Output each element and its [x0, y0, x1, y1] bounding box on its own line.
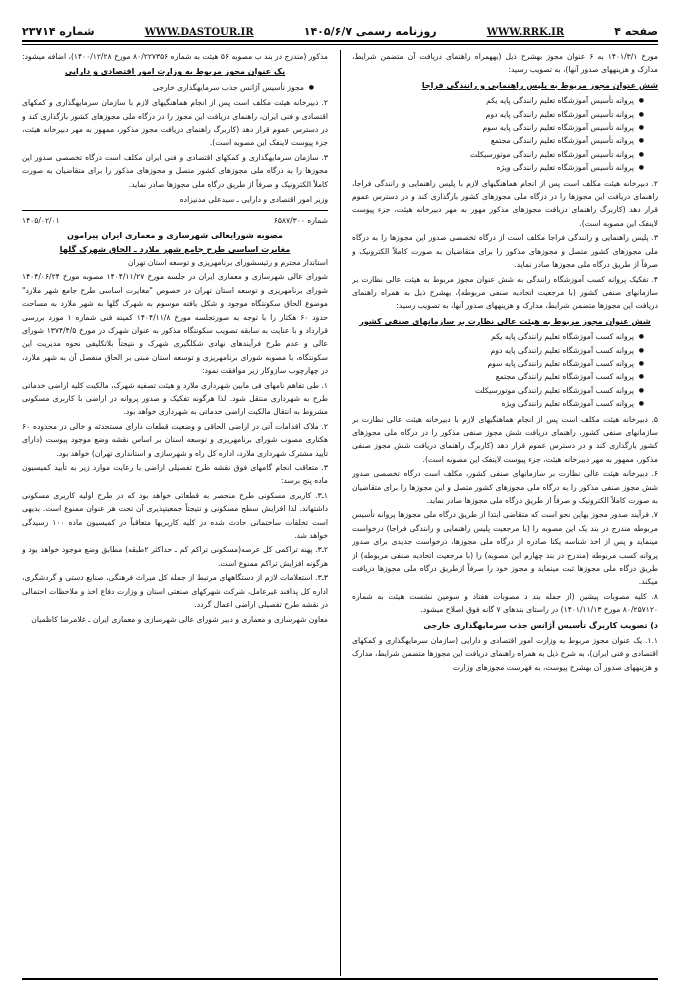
decree-subtitle: مغایرت اساسی طرح جامع شهر ملارد ـ الحاق شهرک گلها: [59, 243, 291, 254]
header-rule: [22, 40, 658, 42]
paragraph: ۱. طی تفاهم نامهای فی مابین شهرداری ملارد و هیئت تصفیه شهرک، مالکیت کلیه اراضی خدماتی طرح به شهرداری منتقل شود. لذا هرگونه تفکیک و صدور پروانه در اراضی با کاربری مسکونی مشروط به انتقال مالکیت اراضی خدماتی به شهرداری خواهد بود.: [22, 380, 328, 417]
column-divider: [340, 50, 341, 976]
paragraph: ۲ـ۳. پهنه تراکمی کل عرصه(مسکونی تراکم کم ـ حداکثر ۲طبقه) مطابق وضع موجود خواهد بود و هرگونه افزایش تراکم ممنوع است.: [22, 545, 328, 568]
signature-minister: وزیر امور اقتصادی و دارایی ـ سیدعلی مدنیزاده: [179, 195, 328, 205]
list-item: ● پروانه تأسیس آموزشگاه تعلیم رانندگی پایه دوم: [352, 108, 644, 121]
paragraph: ۱ـ۳. کاربری مسکونی طرح منحصر به قطعاتی خواهد بود که در طرح اولیه کاربری مسکونی داشتهاند. لذا افزایش سطح مسکونی و نتیجتاً جمعیتپذیری آن تحت هر عنوان ممنوع است. بدیهی است تخلفات ساختمانی حادث شده در کلیه کاربریها متعاقباً در کمیسیون ماده ۱۰۰ رسیدگی خواهد شد.: [22, 490, 328, 540]
economy-license-list: [22, 81, 328, 94]
paragraph: ۲. دبیرخانه هیئت مکلف است پس از انجام هماهنگیهای لازم با پلیس راهنمایی و رانندگی فراجا، راهنمای دریافت این مجوزها را در درگاه ملی مجوزهای کشور بارگذاری کند و در دسترس عموم قرار دهد (کاربرگ راهنمای دریافت مجوزهای مذکور مهور به مهر دبیرخانه هیئت، جزء پیوست لاینفک این مصوبه است).: [352, 178, 658, 228]
paragraph: ۳ـ۳. استعلامات لازم از دستگاههای مرتبط از جمله کل میراث فرهنگی، صنایع دستی و گردشگری، اداره کل پدافند غیرعامل، شرکت شهرکهای صنعتی استان و وزارت دفاع اخذ و ملاحظات احتمالی در نقشه طرح تفصیلی اراضی اعمال گردد.: [22, 573, 328, 610]
footer-rule: [22, 978, 658, 980]
issue-number: شماره ۲۳۷۱۴: [22, 25, 95, 38]
list-item: ● مجوز تأسیس آژانس جذب سرمایهگذاری خارجی: [22, 81, 314, 94]
section-title-investment: د) تصویب کاربرگ تأسیس آژانس جذب سرمایهگذاری خارجی: [423, 620, 658, 630]
list-item: ● پروانه تأسیس آموزشگاه تعلیم رانندگی مجتمع: [352, 134, 644, 147]
police-license-list: [352, 94, 658, 174]
paragraph: ۴. تفکیک پروانه کسب آموزشگاه رانندگی به شش عنوان مجوز مربوط به هیئت عالی نظارت بر سازمانهای صنفی کشور (با مرجعیت اتحادیه صنفی مربوطه)، بهشرح ذیل به همراه راهنمای دریافت این مجوزها متضمن شرایط، مدارک و هزینههای صدور آنها، به تصویب رسید:: [352, 274, 658, 311]
paragraph: ۱.۱. یک عنوان مجوز مربوط به وزارت امور اقتصادی و دارایی (سازمان سرمایهگذاری و کمکهای اقتصادی و فنی ایران)، به شرح ذیل به همراه راهنمای دریافت این مجوزها متضمن شرایط، مدارک و هزینههای صدور آن بهشرح پیوست، به فهرست مجوزهای وزارت: [352, 636, 658, 672]
section-title-economy: یک عنوان مجوز مربوط به وزارت امور اقتصادی و دارایی: [64, 67, 286, 77]
list-item: ● پروانه کسب آموزشگاه تعلیم رانندگی ویژه: [352, 397, 644, 410]
paragraph: مورخ ۱۴۰۱/۳/۱ به ۶ عنوان مجوز بهشرح ذیل (بههمراه راهنمای دریافت آن متضمن شرایط، مدارک و هزینههای صدور آنها)، به تصویب رسید:: [352, 52, 658, 75]
dastour-link[interactable]: WWW.DASTOUR.IR: [144, 27, 254, 38]
decree-number: شماره ۶۵۸۷/۳۰۰: [273, 216, 328, 226]
list-item: ● پروانه تأسیس آموزشگاه تعلیم رانندگی پایه یکم: [352, 94, 644, 107]
paragraph: ۳. سازمان سرمایهگذاری و کمکهای اقتصادی و فنی ایران مکلف است درگاه تخصصی صدور این مجوزها را به درگاه ملی مجوزهای کشور متصل و مجوزهای مذکور را برای متقاضیان به صورت کاملاً الکترونیک و صرفاً از طریق درگاه ملی مجوزها صادر نماید.: [22, 152, 328, 189]
section-rule: [22, 210, 328, 211]
page-header: [22, 16, 658, 38]
gazette-date: روزنامه رسمی ۱۴۰۵/۶/۷: [303, 25, 437, 38]
paragraph: شورای عالی شهرسازی و معماری ایران در جلسه مورخ ۱۴۰۴/۱۱/۲۷ مصوبه مورخ ۱۴۰۴/۰۶/۲۴ شورای برنامهریزی و توسعه استان تهران در خصوص "مغایرت اساسی طرح جامع شهر ملارد" موضوع الحاق سکونتگاه موجود و شکل یافته موسوم به شهرک گلها به شهر ملارد به مساحت حدود ۶۰ هکتار را با توجه به صورتجلسه مورخ ۱۴۰۴/۱۱/۸ کمیته فنی شماره ۱ مورد بررسی قرارداد و با عنایت به سابقه تصویب سکونتگاه مذکور به عنوان شهرک در مورخ ۱۳۷۴/۴/۵ شورای عالی و عدم طرح فرآیندهای نهادی شکلگیری شهرک و نتیجتاً بلاتکلیفی نحوه مدیریت این سکونتگاه، با مصوبه شورای برنامهریزی و توسعه استان مبنی بر الحاق منفصل آن به شهر ملارد، در چهارچوب سازوکار زیر موافقت نمود:: [22, 272, 328, 376]
list-item: ● پروانه تأسیس آموزشگاه تعلیم رانندگی پایه سوم: [352, 121, 644, 134]
paragraph: ۳. متعاقب انجام گامهای فوق نقشه طرح تفصیلی اراضی با رعایت موارد زیر به تأیید کمیسیون ماده پنج برسد:: [22, 462, 328, 486]
gazette-page: [22, 16, 658, 978]
paragraph: ۲. دبیرخانه هیئت مکلف است پس از انجام هماهنگیهای لازم با سازمان سرمایهگذاری و کمکهای اقتصادی و فنی ایران، راهنمای دریافت این مجوز را در درگاه ملی مجوزهای کشور بارگذاری کند و در دسترس عموم قرار دهد (کاربرگ راهنمای دریافت مجوز مذکور، ممهور به مهر دبیرخانه هیئت، جزء پیوست لاینفک این مصوبه است).: [22, 98, 328, 148]
list-item: ● پروانه کسب آموزشگاه تعلیم رانندگی پایه یکم: [352, 330, 644, 343]
paragraph: ۲. ملاک اقدامات آتی در اراضی الحاقی و وضعیت قطعات دارای مستحدثه و خالی در محدوده ۶۰ هکتاری مصوب شورای برنامهریزی و توسعه استان بر اساس نقشه وضع موجود پیوست (دارای تأیید مشترک شهرداری ملارد، اداره کل راه و شهرسازی و استانداری تهران) خواهد بود.: [22, 421, 328, 458]
left-column: [22, 50, 328, 976]
paragraph: مذکور (مندرج در بند ب مصوبه ۵۶ هیئت به شماره ۸۰/۲۲۷۳۵۶ مورخ ۱۴۰۰/۱۲/۲۸)، اضافه میشود:: [22, 52, 328, 61]
page-number: صفحه ۴: [614, 25, 658, 38]
list-item: ● پروانه تأسیس آموزشگاه تعلیم رانندگی ویژه: [352, 161, 644, 174]
right-column: [352, 50, 658, 976]
signature-deputy: معاون شهرسازی و معماری و دبیر شورای عالی شهرسازی و معماری ایران ـ غلامرضا کاظمیان: [31, 615, 328, 625]
decree-title: مصوبه شورایعالی شهرسازی و معماری ایران پیرامون: [67, 229, 283, 240]
guild-license-list: [352, 330, 658, 410]
addressee: استاندار محترم و رئیسشورای برنامهریزی و توسعه استان تهران: [127, 257, 328, 267]
paragraph: ۳. پلیس راهنمایی و رانندگی فراجا مکلف است از درگاه تخصصی صدور این مجوزها را به درگاه ملی مجوزهای کشور متصل و مجوزهای مذکور را برای متقاضیان به صورت کاملاً الکترونیک و صرفاً از طریق درگاه ملی مجوزها صادر نماید.: [352, 233, 658, 270]
section-title-police: شش عنوان مجوز مربوط به پلیس راهنمایی و رانندگی فراجا: [421, 80, 658, 90]
list-item: ● پروانه کسب آموزشگاه تعلیم رانندگی مجتمع: [352, 370, 644, 383]
list-item: ● پروانه کسب آموزشگاه تعلیم رانندگی پایه دوم: [352, 344, 644, 357]
list-item: ● پروانه تأسیس آموزشگاه تعلیم رانندگی موتورسیکلت: [352, 148, 644, 161]
list-item: ● پروانه کسب آموزشگاه تعلیم رانندگی موتورسیکلت: [352, 384, 644, 397]
list-item: ● پروانه کسب آموزشگاه تعلیم رانندگی پایه سوم: [352, 357, 644, 370]
rrk-link[interactable]: WWW.RRK.IR: [486, 27, 565, 38]
decree-date: ۱۴۰۵/۰۲/۰۱: [22, 216, 60, 226]
decree-number-line: [22, 214, 328, 227]
paragraph: ۶. دبیرخانه هیئت عالی نظارت بر سازمانهای صنفی کشور، مکلف است درگاه تخصصی صدور شش مجوز صنفی مذکور را به درگاه ملی مجوزهای کشور متصل و این مجوزها را برای متقاضیان به صورت کاملاً الکترونیک و صرفاً از طریق درگاه ملی مجوزها صادر نماید.: [352, 469, 658, 505]
header-rule-thin: [22, 44, 658, 45]
paragraph: ۵. دبیرخانه هیئت مکلف است پس از انجام هماهنگیهای لازم با دبیرخانه هیئت عالی نظارت بر سازمانهای صنفی کشور، راهنمای دریافت شش مجوز صنفی مذکور را در درگاه ملی مجوزهای کشور بارگذاری کند و در دسترس عموم قرار دهد (کاربرگ راهنمای دریافت شش مجوز صنفی مذکور، ممهور به مهر دبیرخانه هیئت، جزء پیوست لاینفک این مصوبه است).: [352, 414, 658, 464]
paragraph: ۸. کلیه مصوبات پیشین (از جمله بند د مصوبات هفتاد و سومین نشست هیئت به شماره ۸۰/۲۵۷۱۲۰ مورخ ۱۴۰۱/۱۱/۱۳) در راستای بندهای ۷ گانه فوق اصلاح میشود.: [352, 591, 658, 615]
paragraph: ۷. فرآیند صدور مجوز بهاین نحو است که متقاضی ابتدا از طریق درگاه ملی مجوزها پروانه تأسیس مربوطه مندرج در بند یک این مصوبه را (با مرجعیت پلیس راهنمایی و رانندگی فراجا) درخواست مینماید و پس از اخذ شناسه یکتا صادره از درگاه ملی مجوزها، درخواست جدیدی برای صدور پروانه کسب مربوطه (مندرج در بند چهارم این مصوبه) را (با مرجعیت اتحادیه صنفی مربوطه) از طریق درگاه ملی مجوزها ثبت مینماید و مجوز خود را صرفاً ازطریق درگاه ملی مجوزها دریافت میکند.: [352, 510, 658, 587]
section-title-guild: شش عنوان مجوز مربوط به هیئت عالی نظارت بر سازمانهای صنفی کشور: [359, 316, 651, 326]
